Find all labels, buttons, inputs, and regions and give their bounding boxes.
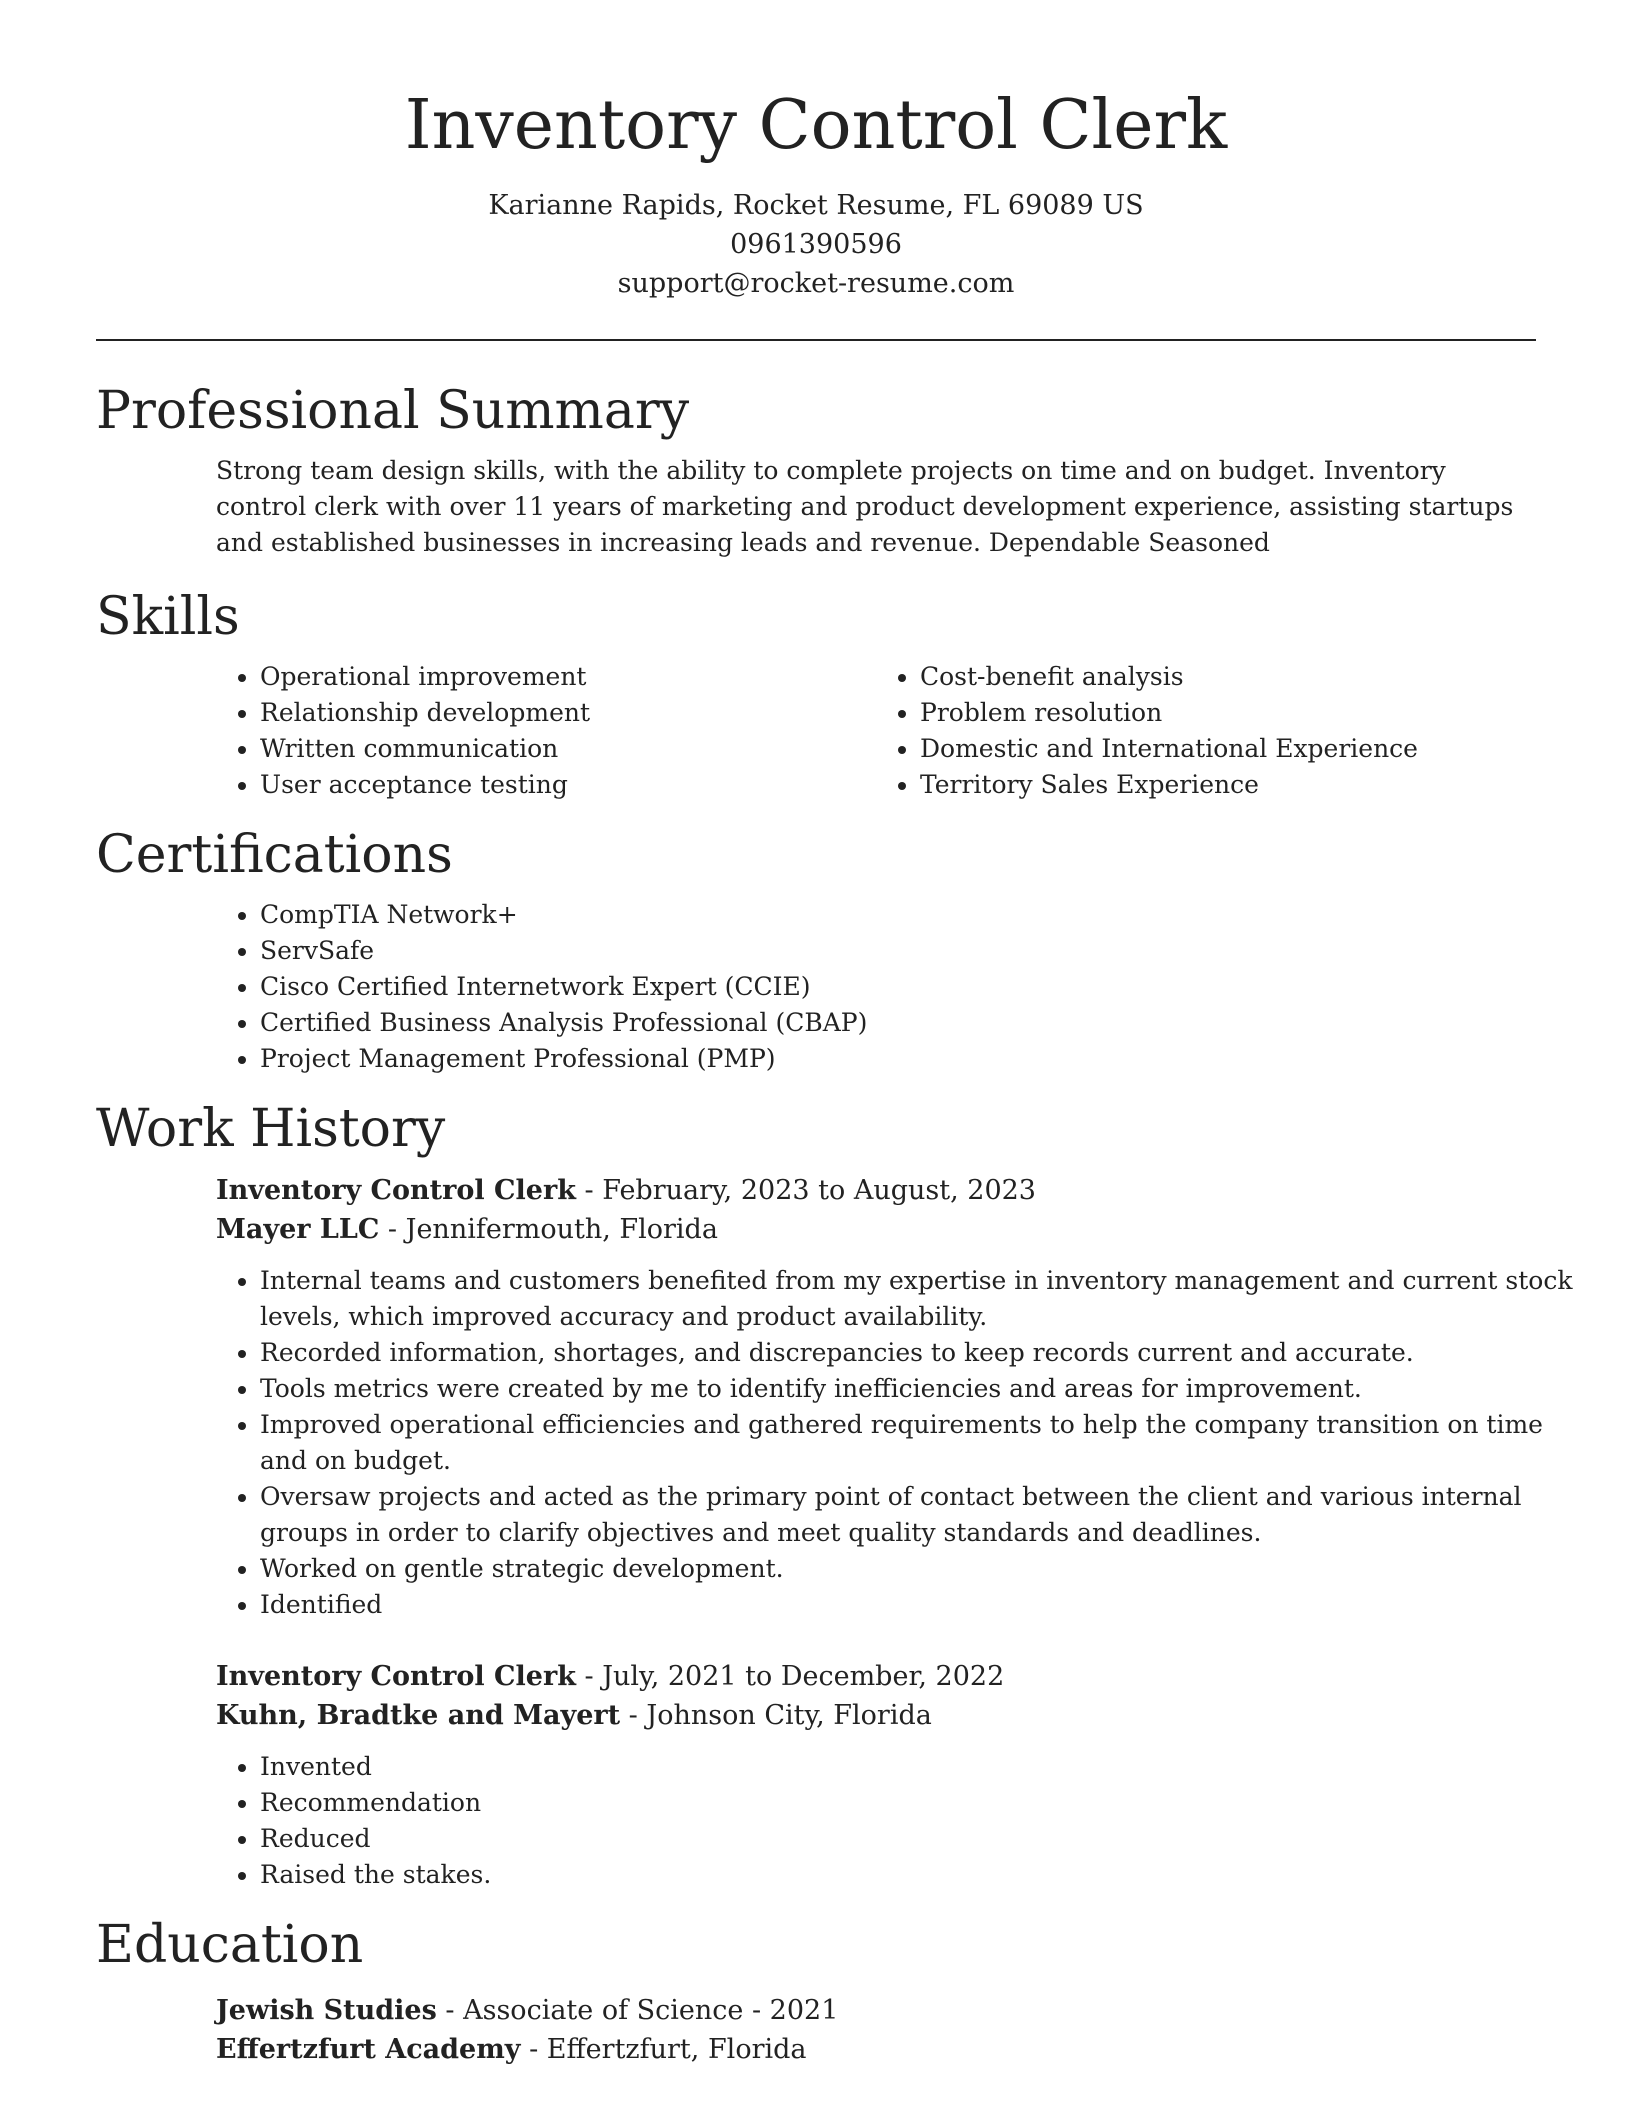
contact-block	[96, 186, 1536, 303]
job-bullet: • Internal teams and customers benefited from my expertise in inventory management and current stock levels, which improved accuracy and product availability.	[260, 1263, 1580, 1335]
skills-heading: Skills	[96, 587, 240, 647]
education-school-line	[216, 2030, 1536, 2069]
certifications-section	[96, 897, 1536, 1077]
education-field: Jewish Studies	[216, 1995, 437, 2026]
skill-item: • Domestic and International Experience	[920, 731, 1536, 767]
job-role: Inventory Control Clerk	[216, 1661, 576, 1692]
skill-item: • Written communication	[260, 731, 876, 767]
job-company-line	[216, 1696, 1536, 1735]
address: Karianne Rapids, Rocket Resume, FL 69089 US	[488, 190, 1144, 221]
job-company-line	[216, 1210, 1536, 1249]
job-dates: - July, 2021 to December, 2022	[575, 1661, 1005, 1692]
job-bullet: • Recommendation	[260, 1785, 1536, 1821]
certifications-heading: Certifications	[96, 825, 453, 885]
education-degree-line	[216, 1991, 1536, 2030]
summary-section	[96, 453, 1536, 561]
job-bullet: • Raised the stakes.	[260, 1857, 1536, 1893]
skill-item: • Territory Sales Experience	[920, 767, 1536, 803]
certification-item: • Cisco Certified Internetwork Expert (CCIE)	[260, 969, 1536, 1005]
education-degree: - Associate of Science	[436, 1995, 744, 2026]
education-entry	[96, 1991, 1536, 2069]
skills-list-right	[876, 659, 1536, 803]
certifications-list	[216, 897, 1536, 1077]
certification-item: • CompTIA Network+	[260, 897, 1536, 933]
skill-item: • Relationship development	[260, 695, 876, 731]
education-school: Effertzfurt Academy	[216, 2034, 521, 2065]
job-bullet: • Worked on gentle strategic development.	[260, 1551, 1580, 1587]
skill-item: • Operational improvement	[260, 659, 876, 695]
education-heading: Education	[96, 1915, 364, 1975]
job-bullet: • Invented	[260, 1749, 1536, 1785]
job-bullet: • Improved operational efficiencies and gathered requirements to help the company transition on time and on budget.	[260, 1407, 1580, 1479]
summary-heading: Professional Summary	[96, 381, 690, 441]
job-company: Mayer LLC	[216, 1214, 380, 1245]
job-bullet: • Tools metrics were created by me to identify inefficiencies and areas for improvement.	[260, 1371, 1580, 1407]
education-year: - 2021	[743, 1995, 839, 2026]
skill-item: • Problem resolution	[920, 695, 1536, 731]
skill-item: • Cost-benefit analysis	[920, 659, 1536, 695]
summary-text: Strong team design skills, with the ability to complete projects on time and on budget. Inventory control clerk with over 11 years of marketing and product development experience, assisting startups and established businesses in increasing leads and revenue. Dependable Seasoned	[216, 456, 1514, 557]
job-location: - Johnson City, Florida	[620, 1700, 932, 1731]
work-history-heading: Work History	[96, 1099, 446, 1159]
certification-item: • Project Management Professional (PMP)	[260, 1041, 1536, 1077]
job-title-line	[216, 1171, 1536, 1210]
job-title-line	[216, 1657, 1536, 1696]
resume-title: Inventory Control Clerk	[404, 86, 1228, 165]
job-bullet: • Identified	[260, 1587, 1580, 1623]
job-bullet: • Reduced	[260, 1821, 1536, 1857]
skills-list-left	[216, 659, 876, 803]
phone: 0961390596	[730, 229, 902, 260]
email: support@rocket-resume.com	[617, 268, 1015, 299]
header-divider	[96, 339, 1536, 341]
job-bullets	[216, 1263, 1580, 1623]
job-dates: - February, 2023 to August, 2023	[575, 1175, 1036, 1206]
job-role: Inventory Control Clerk	[216, 1175, 576, 1206]
job-bullets	[216, 1749, 1536, 1893]
job-bullet: • Oversaw projects and acted as the primary point of contact between the client and various internal groups in order to clarify objectives and meet quality standards and deadlines.	[260, 1479, 1580, 1551]
job-bullet: • Recorded information, shortages, and discrepancies to keep records current and accurate.	[260, 1335, 1580, 1371]
job-company: Kuhn, Bradtke and Mayert	[216, 1700, 621, 1731]
certification-item: • ServSafe	[260, 933, 1536, 969]
certification-item: • Certified Business Analysis Professional (CBAP)	[260, 1005, 1536, 1041]
education-location: - Effertzfurt, Florida	[520, 2034, 807, 2065]
resume-page	[96, 0, 1573, 2069]
job-entry	[96, 1657, 1536, 1893]
skill-item: • User acceptance testing	[260, 767, 876, 803]
skills-section	[96, 659, 1536, 803]
job-location: - Jennifermouth, Florida	[379, 1214, 718, 1245]
job-entry	[96, 1171, 1573, 1623]
